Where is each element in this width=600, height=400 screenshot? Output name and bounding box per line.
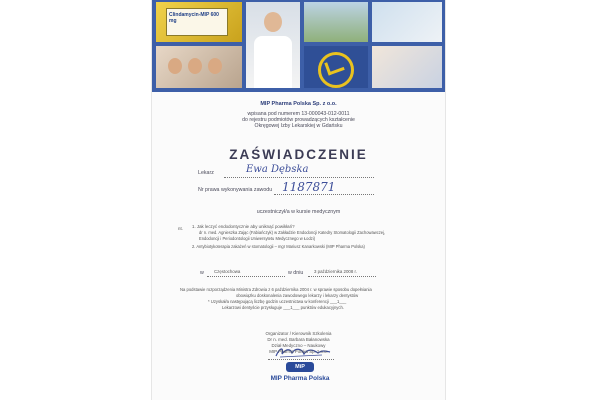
hours-line: * Uzyskał/a następującą liczbę godzin uczestnictwa w konferencji ___1___ bbox=[208, 299, 347, 304]
cycling-photo bbox=[304, 2, 368, 42]
organizer-company: MIP Pharma Polska Sp. z o.o. bbox=[269, 349, 328, 354]
date-label: w dniu bbox=[288, 270, 304, 276]
signature-line bbox=[268, 359, 334, 360]
date-line bbox=[308, 276, 376, 277]
points-line: Lekarzowi dentyście przysługuje ___1___ punktów edukacyjnych. bbox=[222, 305, 344, 310]
product-box-photo bbox=[156, 2, 242, 42]
doctor-name-handwritten: Ewa Dębska bbox=[246, 164, 309, 175]
company-name: MIP Pharma Polska Sp. z o.o. bbox=[260, 101, 337, 107]
legal-basis-line: obowiązku doskonalenia zawodowego lekarzy i lekarzy dentystów bbox=[236, 293, 359, 298]
group-faces bbox=[164, 52, 234, 86]
family-photo bbox=[156, 46, 242, 88]
doctor-photo bbox=[246, 2, 300, 88]
arrow-logo-tile bbox=[304, 46, 368, 88]
course-item-1-lecturer: dr n. med. Agnieszka Zając (Fabiańczyk) w Zakładzie Endodoncji Katedry Stomatologii Zachowawczej, bbox=[199, 230, 386, 235]
license-number-handwritten: 1187871 bbox=[282, 180, 336, 194]
course-item-1: 1. Jak leczyć endodontycznie aby uniknąć powikłań? bbox=[192, 224, 295, 229]
mip-logo-text: MIP Pharma Polska bbox=[270, 375, 330, 382]
legal-basis-line: Na podstawie rozporządzenia Ministra Zdrowia z 6 października 2004 r. w sprawie sposobu dopełniania bbox=[180, 287, 372, 292]
doctor-head bbox=[264, 12, 282, 32]
place-prefix: w bbox=[200, 270, 204, 276]
course-item-1-institution: Endodoncji i Periodontologii Uniwersytetu Medycznego w Łodzi) bbox=[199, 236, 316, 241]
organizer-department: Dział Medyczno – Naukowy bbox=[271, 343, 326, 348]
participated-text: uczestniczył/a w kursie medycznym bbox=[256, 209, 341, 215]
place-line bbox=[207, 276, 285, 277]
registration-line: wpisana pod numerem 13-000043-012-0011 bbox=[247, 111, 350, 117]
license-line bbox=[274, 194, 374, 195]
certificate-title: ZAŚWIADCZENIE bbox=[229, 147, 368, 162]
date-value: 3 października 2008 r. bbox=[314, 269, 357, 274]
product-label: Clindamycin-MIP 600 mg bbox=[169, 12, 219, 24]
organizer-role: Organizator / Kierownik Szkolenia bbox=[265, 331, 332, 336]
course-item-2: 2. Antybiotykoterapia zakażeń w stomatologii – mgr Mariusz Kanarkowski (MIP Pharma Polska) bbox=[192, 244, 365, 249]
doctor-label: Lekarz bbox=[198, 170, 214, 176]
doctor-coat bbox=[254, 36, 292, 88]
organizer-name: Dr n. med. Barbara Bałanowska bbox=[267, 337, 330, 342]
face bbox=[188, 58, 202, 74]
handshake-photo bbox=[372, 46, 442, 88]
course-label: nt. bbox=[178, 226, 183, 231]
doctor-line bbox=[224, 177, 374, 178]
face bbox=[168, 58, 182, 74]
photo-collage-banner bbox=[152, 0, 445, 92]
mip-logo-icon: MiP bbox=[286, 362, 314, 372]
product-package bbox=[166, 8, 228, 36]
license-label: Nr prawa wykonywania zawodu bbox=[198, 187, 273, 193]
face bbox=[208, 58, 222, 74]
place-city: Częstochowa bbox=[214, 269, 241, 274]
nurse-photo bbox=[372, 2, 442, 42]
registration-line: Okręgowej Izby Lekarskiej w Gdańsku bbox=[254, 123, 343, 129]
registration-line: do rejestru podmiotów prowadzących kształcenie bbox=[242, 117, 355, 123]
